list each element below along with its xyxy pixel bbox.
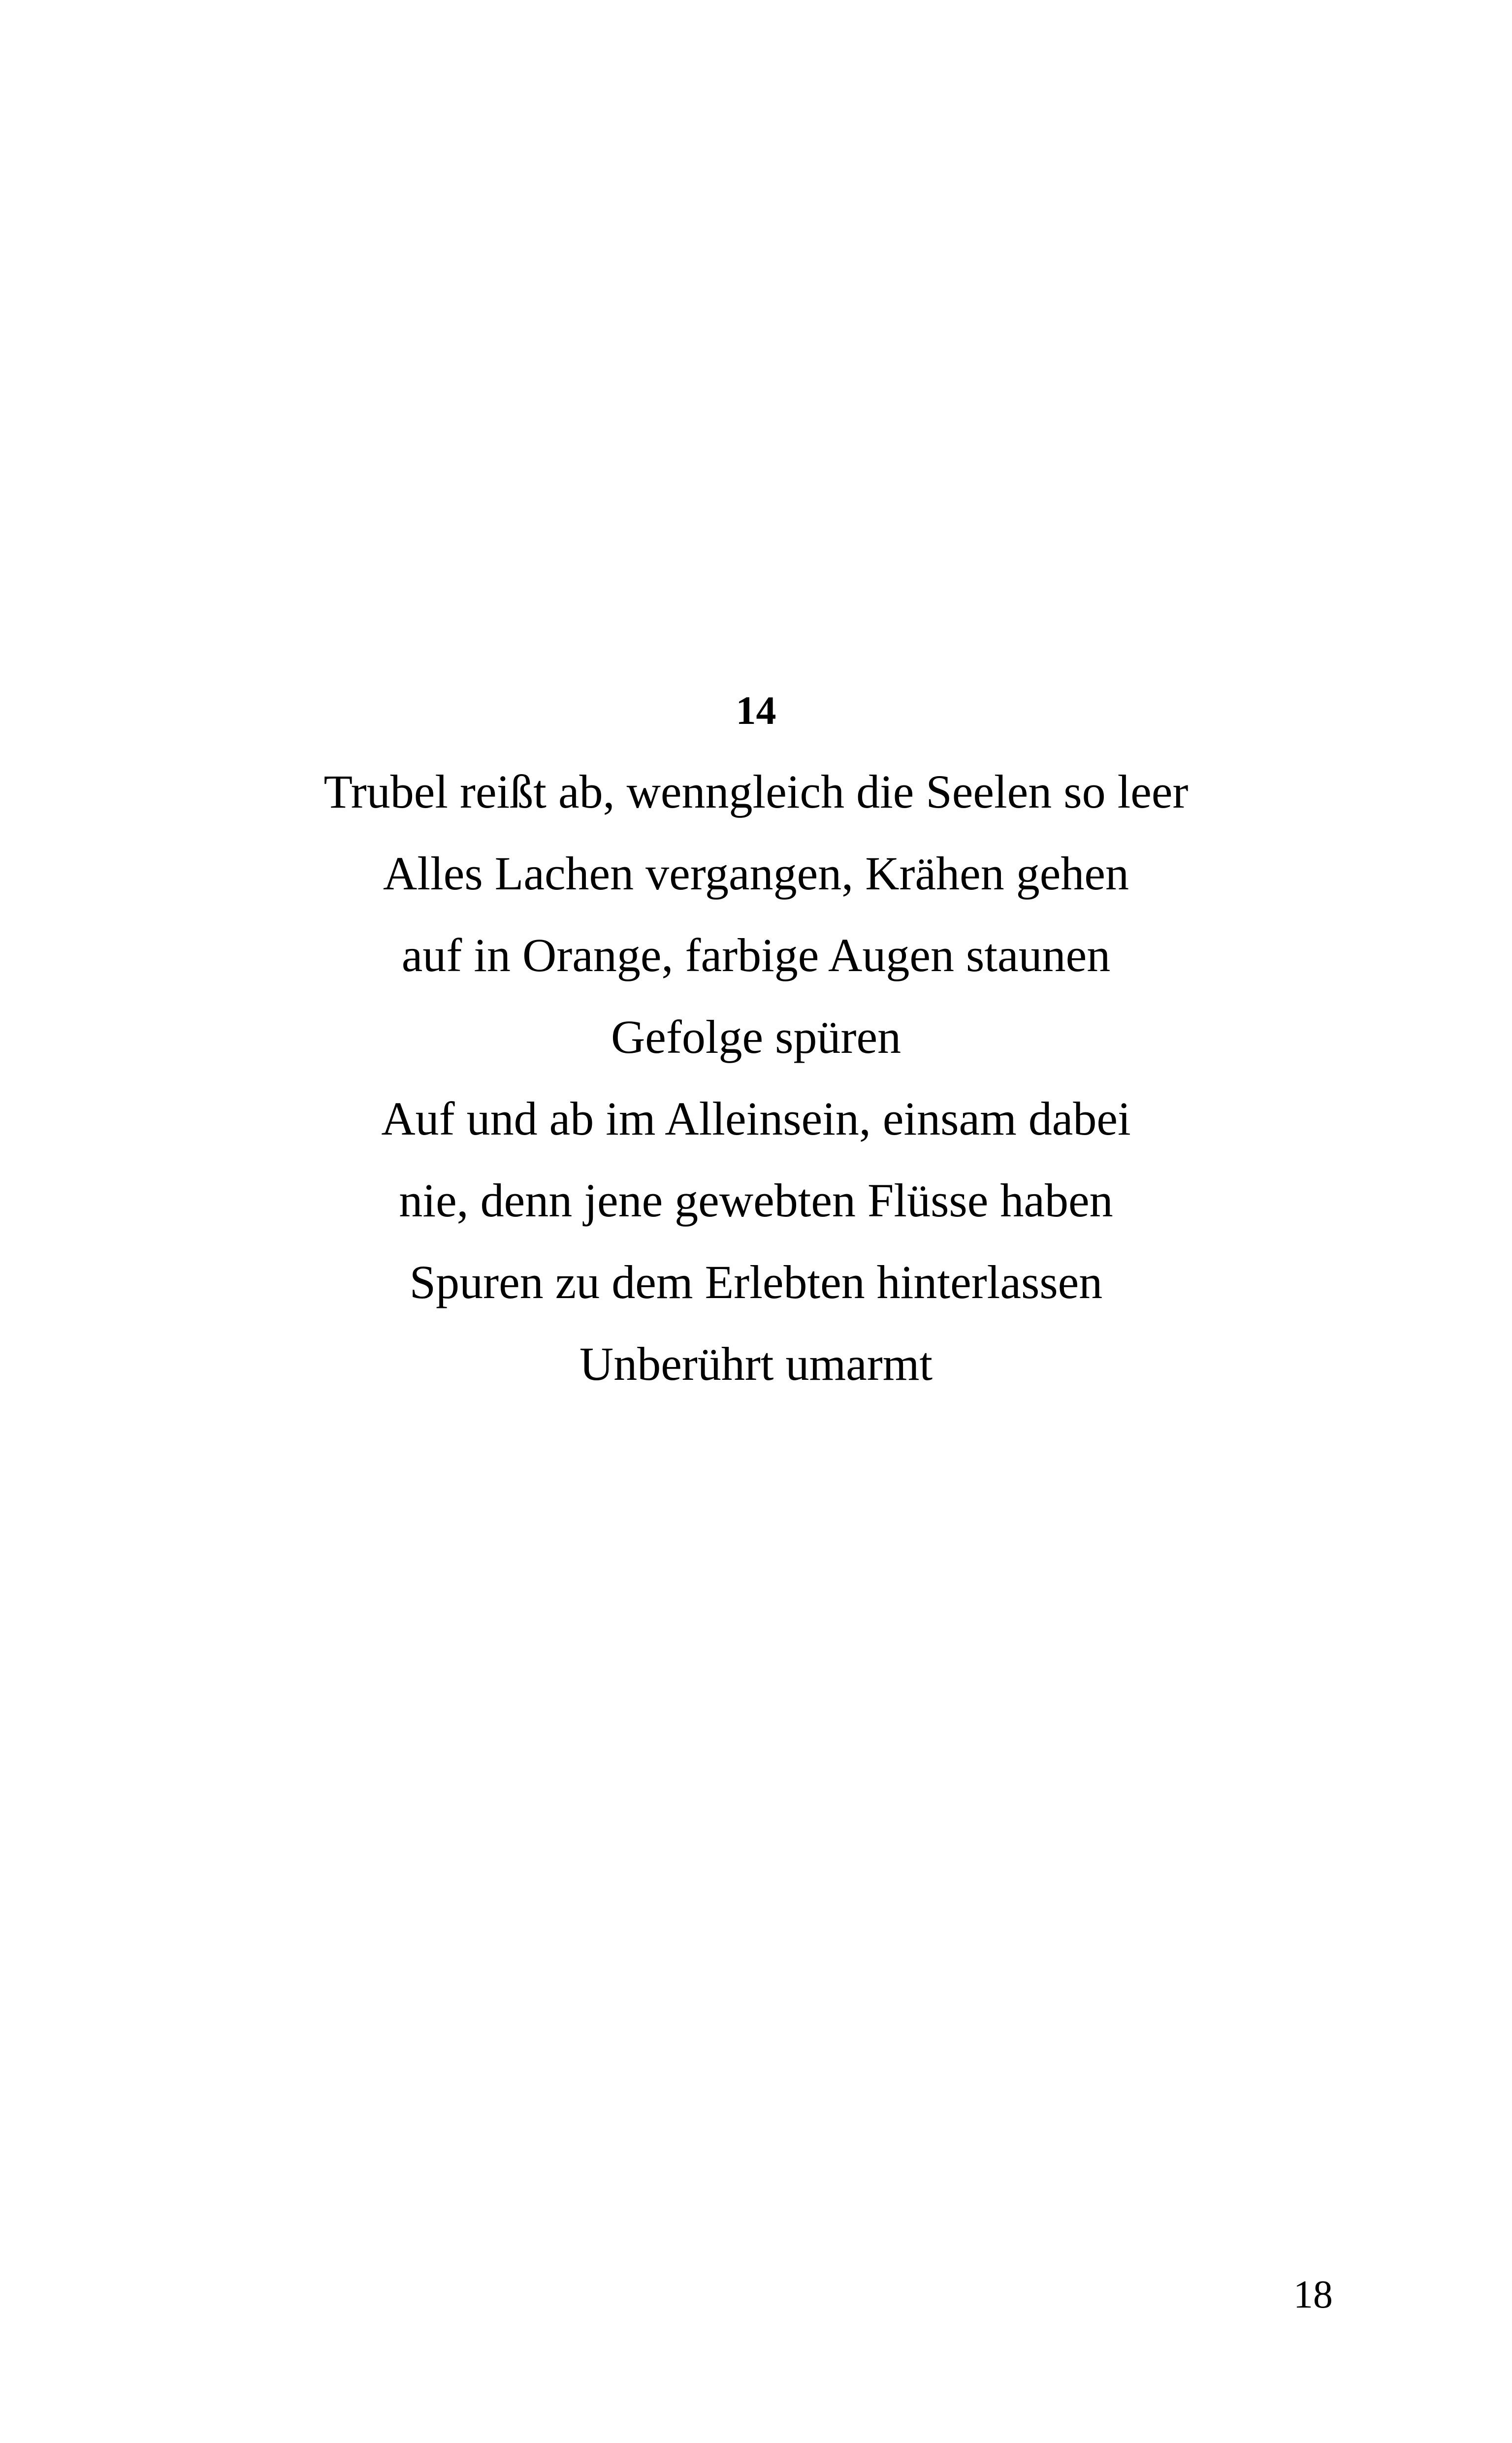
poem-line: Alles Lachen vergangen, Krähen gehen [383, 847, 1129, 900]
poem-line: Spuren zu dem Erlebten hinterlassen [409, 1256, 1103, 1308]
page-number: 18 [1293, 2273, 1333, 2316]
poem-line: nie, denn jene gewebten Flüsse haben [399, 1174, 1113, 1227]
poem [0, 670, 1512, 1405]
poem-line: Unberührt umarmt [579, 1337, 933, 1390]
poem-line: Trubel reißt ab, wenngleich die Seelen so leer [323, 765, 1189, 818]
poem-lines [0, 751, 1512, 1405]
poem-line: Auf und ab im Alleinsein, einsam dabei [381, 1092, 1131, 1145]
poem-line: auf in Orange, farbige Augen staunen [401, 929, 1111, 981]
poem-number: 14 [736, 688, 776, 733]
poem-line: Gefolge spüren [611, 1010, 901, 1063]
